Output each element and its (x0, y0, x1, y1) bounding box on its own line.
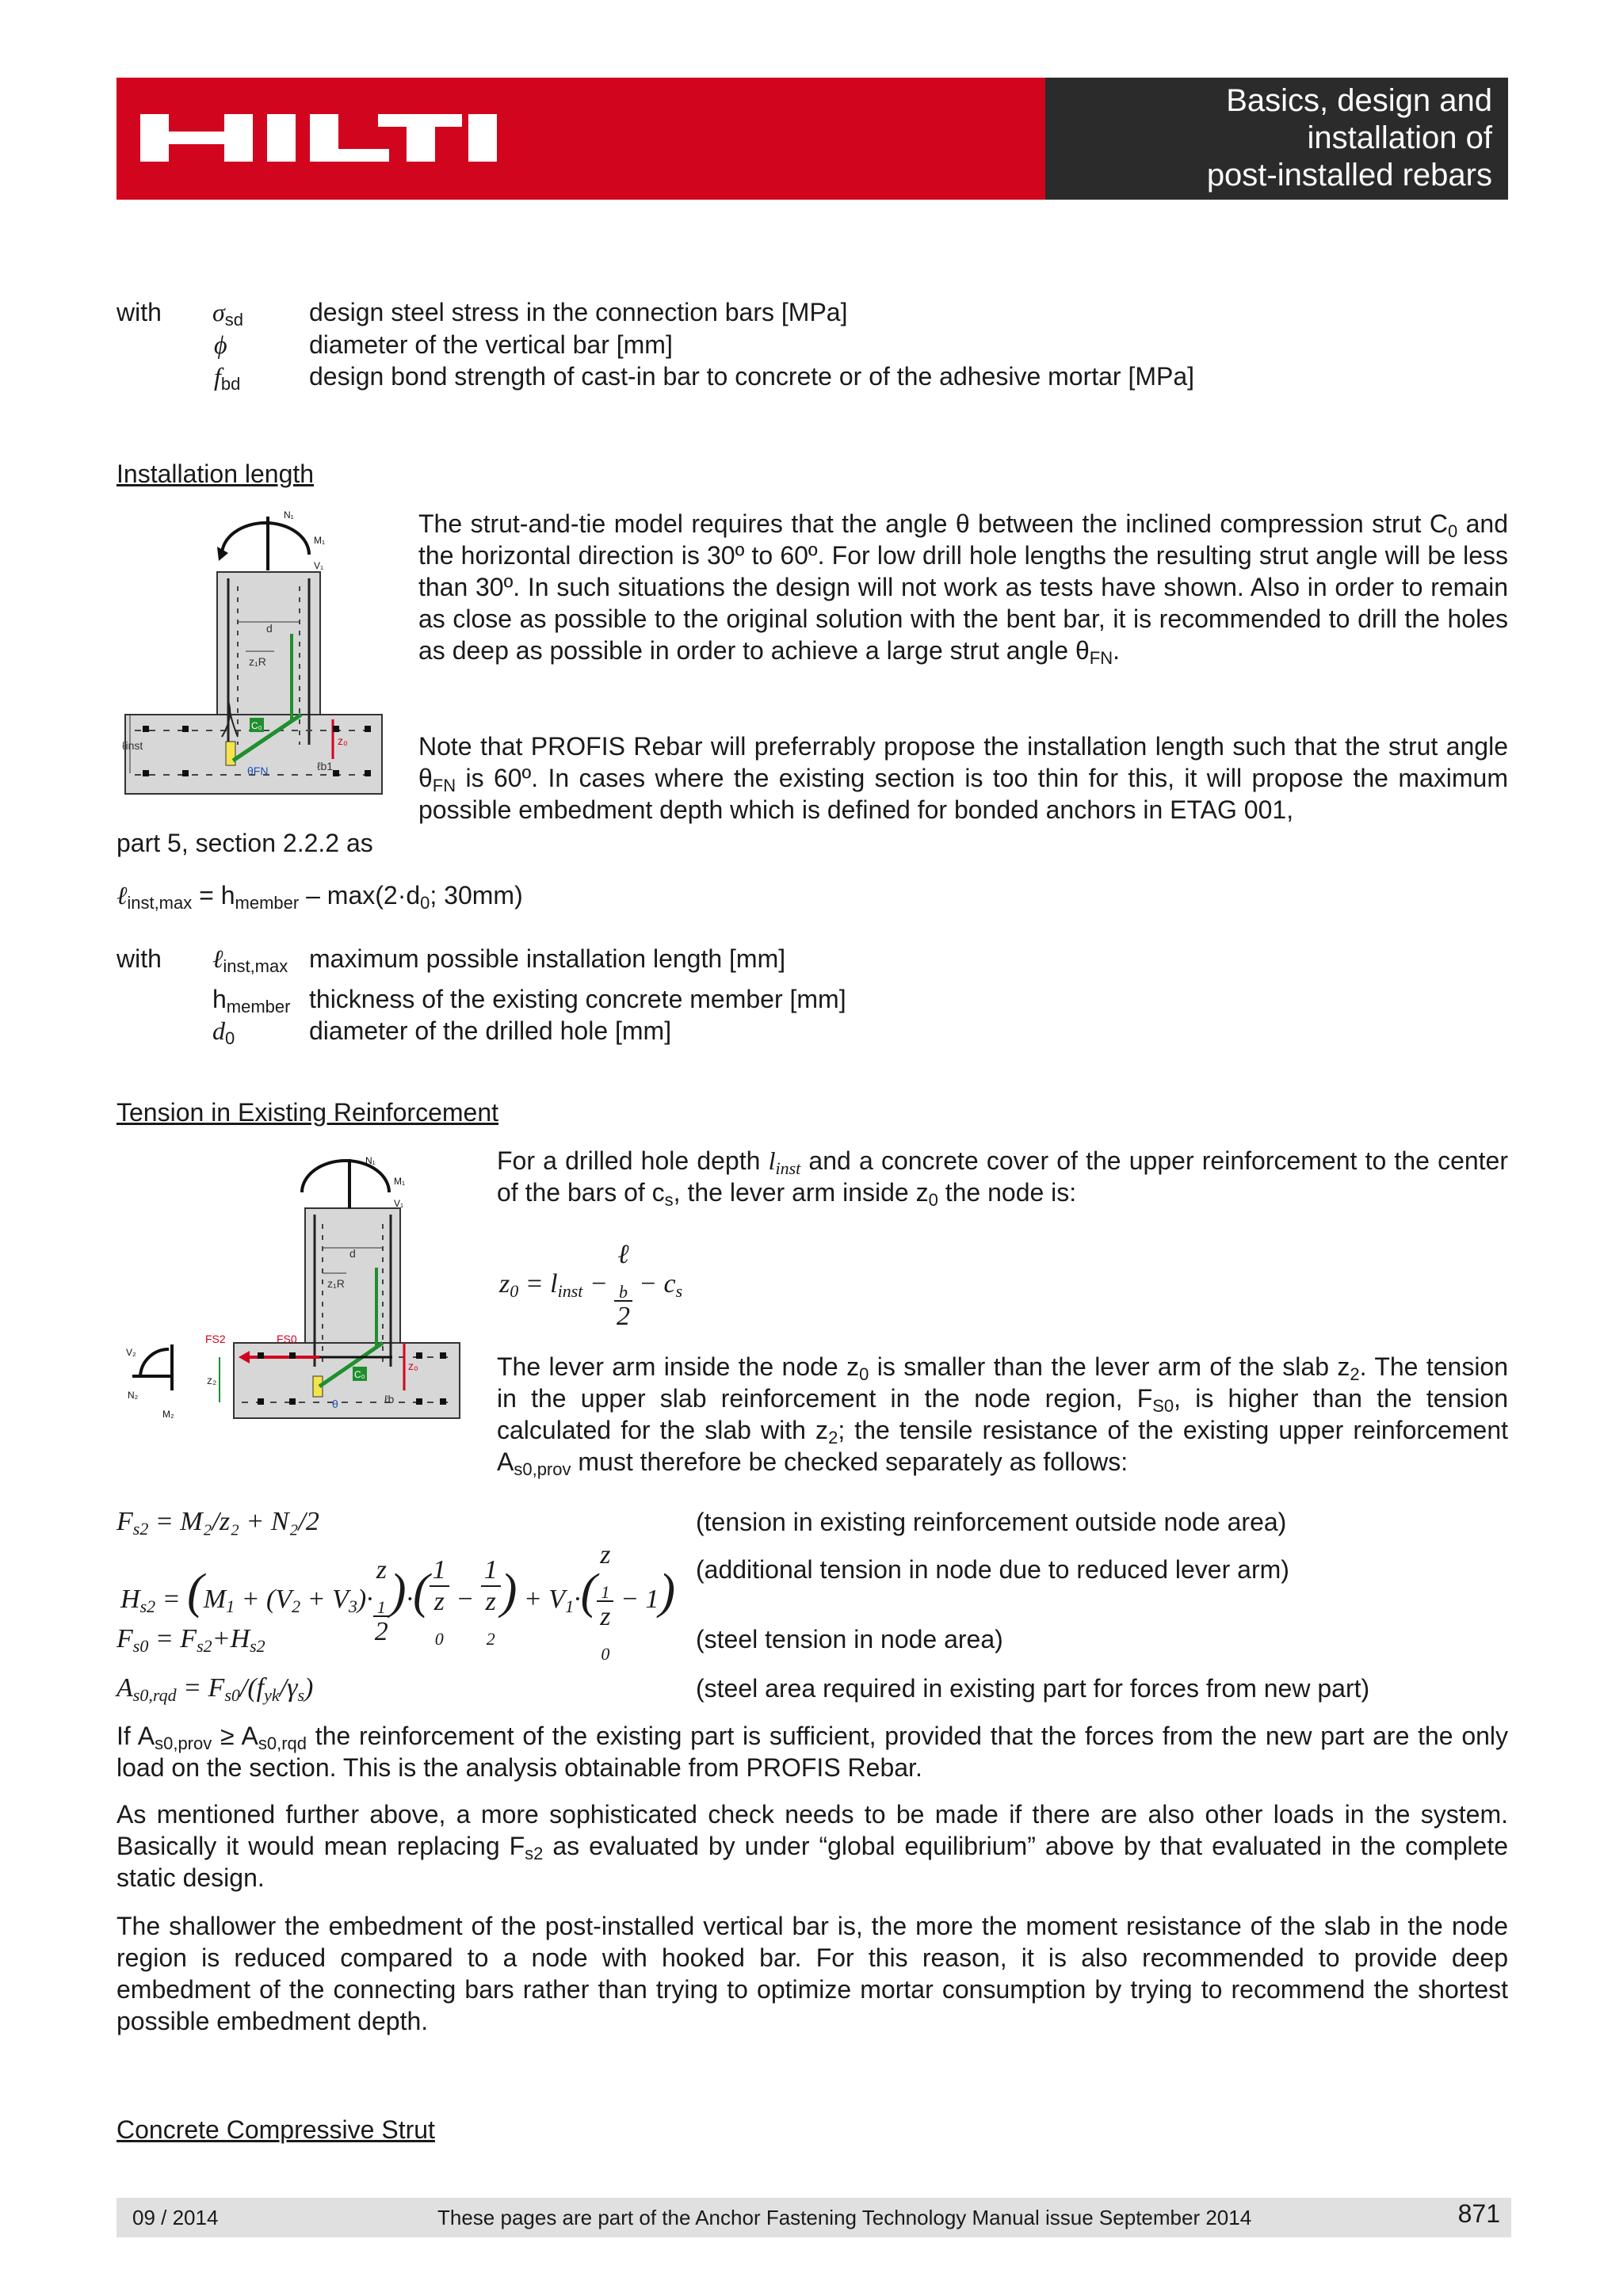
header-banner (116, 78, 1045, 200)
svg-text:ℓinst: ℓinst (122, 739, 143, 752)
para-sophisticated-check: As mentioned further above, a more sophisticated check needs to be made if there are also other loads in the system. Basically it would mean replacing $F_{s2}$ as evaluated by under “global equilibrium” above by that evaluated in the complete static design. (116, 1800, 1509, 1892)
svg-text:z₀: z₀ (338, 734, 348, 747)
heading-tension: Tension in Existing Reinforcement (116, 1098, 499, 1127)
page-number: 871 (1457, 2199, 1500, 2228)
figure-tension (115, 1153, 464, 1438)
header-title: Basics, design and installation of post-installed rebars (1206, 83, 1492, 193)
symbol-h-member: $h_{member}$ (212, 985, 291, 1016)
symbol-sigma-sd: $\sigma_{sd}$ (212, 298, 244, 330)
svg-text:M₂: M₂ (162, 1409, 174, 1420)
svg-text:V₁: V₁ (394, 1198, 404, 1209)
footer-bar (116, 2198, 1511, 2237)
svg-text:ℓb1: ℓb1 (317, 760, 334, 772)
equation-as0rqd: $A_{s0,rqd} = F_{s0}/(f_{yk}/\gamma_s)$ (116, 1673, 314, 1705)
def-sigma-sd: design steel stress in the connection bars [MPa] (309, 298, 848, 326)
figure-installation-length (119, 507, 388, 808)
svg-text:C₀: C₀ (354, 1369, 365, 1380)
def-fbd: design bond strength of cast-in bar to concrete or of the adhesive mortar [MPa] (309, 362, 1195, 391)
svg-text:z₂: z₂ (207, 1374, 217, 1386)
equation-fs0-note: (steel tension in node area) (696, 1625, 1003, 1653)
symbol-phi: ϕ (214, 330, 227, 359)
equation-fs2: $F_{s2} = M_2/z_2 + N_2/2$ (116, 1507, 319, 1539)
svg-text:z₀: z₀ (408, 1360, 418, 1372)
svg-text:N₁: N₁ (284, 509, 294, 521)
installation-para-1: The strut-and-tie model requires that the angle θ between the inclined compression strut $C_0$ and the horizontal direction is 30º to 60º. For low drill hole lengths the resulting strut angle will be less than 30º. In such situations the design will not work as tests have shown. Also in order to remain as close as possible to the original solution with the bent bar, it is recommended to drill the holes as deep as possible in order to achieve a large strut angle $\theta_{FN}$. (418, 509, 1509, 668)
equation-hs2: $H_{s2} = (M_1 + (V_2 + V_3)\cdot$ z $_1$ 2 )·( 1 z $_0$ − 1 z $_2$ ) + $V_1\cdot$( z $_1$ z $_0$ − 1) (120, 1540, 676, 1664)
installation-para-2-end: part 5, section 2.2.2 as (116, 829, 373, 857)
footer-date: 09 / 2014 (132, 2206, 219, 2229)
with-label-2: with (116, 944, 162, 973)
symbol-fbd: $f_{bd}$ (214, 362, 241, 394)
equation-as0rqd-note: (steel area required in existing part for forces from new part) (696, 1674, 1370, 1703)
installation-para-2: Note that PROFIS Rebar will preferrably propose the installation length such that the strut angle $\theta_{FN}$ is 60º. In cases where the existing section is too thin for this, it will propose the maximum possible embedment depth which is defined for bonded anchors in ETAG 001, (418, 732, 1508, 824)
heading-concrete-strut: Concrete Compressive Strut (116, 2115, 435, 2144)
equation-hs2-note: (additional tension in node due to reduced lever arm) (696, 1555, 1289, 1584)
svg-text:M₁: M₁ (314, 535, 326, 546)
svg-text:C₀: C₀ (251, 720, 262, 731)
with-label: with (116, 298, 162, 326)
svg-text:V₁: V₁ (314, 560, 324, 571)
svg-text:z₁R: z₁R (249, 655, 266, 668)
svg-text:ℓb: ℓb (384, 1393, 395, 1405)
header-title-box (1045, 78, 1508, 200)
svg-text:N₂: N₂ (128, 1390, 139, 1401)
hilti-logo (140, 114, 497, 162)
heading-installation-length: Installation length (116, 460, 315, 488)
def-inst-max: maximum possible installation length [mm] (309, 944, 786, 973)
equation-z0: $z_0 = l_{inst}$ − ℓ $_b$ 2 − $c_s$ (499, 1240, 683, 1331)
svg-text:d: d (266, 622, 273, 635)
svg-text:θFN: θFN (247, 765, 269, 777)
def-h-member: thickness of the existing concrete member [mm] (309, 985, 846, 1013)
symbol-d0: $d_0$ (212, 1016, 235, 1048)
equation-fs2-note: (tension in existing reinforcement outside node area) (696, 1508, 1287, 1536)
svg-text:N₁: N₁ (365, 1155, 376, 1166)
svg-text:θ: θ (332, 1398, 338, 1410)
tension-para-2: The lever arm inside the node $z_0$ is smaller than the lever arm of the slab $z_2$. The tension in the upper slab reinforcement in the node region, $F_{S0}$, is higher than the tension calculated for the slab with $z_2$; the tensile resistance of the existing upper reinforcement $A_{s0,prov}$ must therefore be checked separately as follows: (497, 1352, 1509, 1479)
symbol-inst-max: ℓ$_{inst,max}$ (212, 944, 288, 976)
tension-para-1: For a drilled hole depth $l_{inst}$ and a concrete cover of the upper reinforcement to the center of the bars of $c_s$, the lever arm inside $z_0$ the node is: (497, 1146, 1509, 1210)
equation-fs0: $F_{s0} = F_{s2}+H_{s2}$ (116, 1624, 265, 1656)
para-sufficient: If $A_{s0,prov} \ge A_{s0,rqd}$ the reinforcement of the existing part is sufficient, provided that the forces from the new part are the only load on the section. This is the analysis obtainable from PROFIS Rebar. (116, 1722, 1509, 1782)
svg-text:M₁: M₁ (394, 1176, 406, 1187)
footer-note: These pages are part of the Anchor Fastening Technology Manual issue September 2014 (437, 2206, 1252, 2229)
def-phi: diameter of the vertical bar [mm] (309, 330, 673, 359)
svg-text:z₁R: z₁R (327, 1277, 345, 1290)
svg-text:FS0: FS0 (277, 1333, 297, 1345)
svg-text:V₂: V₂ (126, 1347, 136, 1358)
formula-inst-max: ℓ$_{inst,max}$ = $h_{member} - \max(2\cdot d_0$; 30mm) (116, 881, 523, 913)
svg-text:FS2: FS2 (205, 1333, 226, 1345)
def-d0: diameter of the drilled hole [mm] (309, 1016, 672, 1045)
para-shallower-embedment: The shallower the embedment of the post-installed vertical bar is, the more the moment resistance of the slab in the node region is reduced compared to a node with hooked bar. For this reason, it is also recommended to provide deep embedment of the connecting bars rather than trying to optimize mortar consumption by trying to recommend the shortest possible embedment depth. (116, 1912, 1508, 2035)
svg-text:d: d (349, 1247, 356, 1260)
